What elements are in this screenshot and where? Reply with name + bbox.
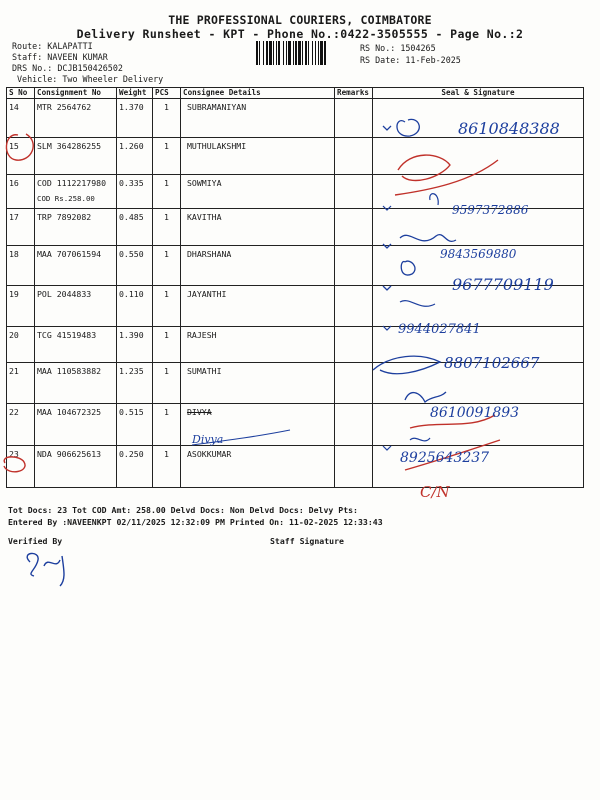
cell-remarks: [335, 175, 373, 209]
phone-row-21: 8610091893: [430, 405, 520, 421]
cod-amount: COD Rs.258.00: [37, 194, 95, 203]
cell-signature: [373, 404, 584, 446]
entered-by-line: Entered By :NAVEENKPT 02/11/2025 12:32:09 PM Printed On: 11-02-2025 12:33:43: [8, 517, 383, 527]
cell-consignee: RAJESH: [181, 327, 335, 363]
cell-sno: 20: [7, 327, 35, 363]
cell-consignee: DHARSHANA: [181, 246, 335, 286]
drs-number: DRS No.: DCJB150426502: [12, 63, 123, 73]
barcode-bar: [315, 41, 316, 65]
cell-weight: 1.390: [117, 327, 153, 363]
table-row: [7, 138, 584, 175]
col-remarks: Remarks: [335, 88, 373, 99]
barcode-bar: [305, 41, 307, 65]
cell-signature: [373, 363, 584, 404]
table-row: [7, 175, 584, 209]
cell-remarks: [335, 327, 373, 363]
cell-sno: 19: [7, 286, 35, 327]
cell-consignee: SUMATHI: [181, 363, 335, 404]
barcode-bar: [320, 41, 323, 65]
phone-row-19: 9944027841: [398, 322, 481, 337]
cell-weight: 0.515: [117, 404, 153, 446]
barcode-bar: [269, 41, 272, 65]
runsheet-subtitle: Delivery Runsheet - KPT - Phone No.:0422-3505555 - Page No.:2: [76, 27, 524, 41]
cell-consignment: SLM 364286255: [35, 138, 117, 175]
cell-pcs: 1: [153, 175, 181, 209]
cell-remarks: [335, 404, 373, 446]
cell-pcs: 1: [153, 327, 181, 363]
phone-row-14: 8610848388: [458, 119, 560, 138]
cell-consignment: TCG 41519483: [35, 327, 117, 363]
phone-row-23: 8925643237: [400, 450, 490, 466]
cell-signature: [373, 175, 584, 209]
barcode-bar: [256, 41, 258, 65]
cell-signature: [373, 138, 584, 175]
phone-row-20: 8807102667: [444, 354, 540, 372]
barcode-bar: [308, 41, 309, 65]
cell-consignment: MTR 2564762: [35, 99, 117, 138]
col-weight: Weight: [117, 88, 153, 99]
cell-sno: 21: [7, 363, 35, 404]
cell-sno: 17: [7, 209, 35, 246]
col-pcs: PCS: [153, 88, 181, 99]
cell-weight: 0.485: [117, 209, 153, 246]
barcode-bar: [286, 41, 287, 65]
cell-remarks: [335, 446, 373, 488]
totals-line: Tot Docs: 23 Tot COD Amt: 258.00 Delvd Docs: Non Delvd Docs: Delvy Pts:: [8, 505, 358, 515]
cin-note: C/N: [420, 483, 450, 501]
barcode-bar: [273, 41, 274, 65]
cell-weight: 0.110: [117, 286, 153, 327]
phone-row-16: 9597372886: [452, 203, 529, 217]
table-row: [7, 327, 584, 363]
barcode-bar: [278, 41, 280, 65]
cell-sno: 18: [7, 246, 35, 286]
barcode-bar: [324, 41, 326, 65]
rs-number: RS No.: 1504265: [360, 43, 436, 53]
company-title: THE PROFESSIONAL COURIERS, COIMBATORE: [168, 13, 432, 27]
cell-consignment: MAA 110583882: [35, 363, 117, 404]
verified-by-label: Verified By: [8, 536, 63, 546]
cell-signature: [373, 446, 584, 488]
phone-row-18: 9677709119: [452, 275, 554, 294]
cell-pcs: 1: [153, 404, 181, 446]
cell-remarks: [335, 286, 373, 327]
rs-date: RS Date: 11-Feb-2025: [360, 55, 461, 65]
table-row: [7, 246, 584, 286]
barcode-bar: [295, 41, 297, 65]
cell-consignee: KAVITHA: [181, 209, 335, 246]
cell-signature: [373, 99, 584, 138]
cell-pcs: 1: [153, 286, 181, 327]
cell-consignment: MAA 707061594: [35, 246, 117, 286]
cell-signature: [373, 209, 584, 246]
runsheet-table: [6, 87, 584, 488]
cell-consignment: TRP 7892082: [35, 209, 117, 246]
cell-remarks: [335, 209, 373, 246]
cell-pcs: 1: [153, 446, 181, 488]
cell-consignment: NDA 906625613: [35, 446, 117, 488]
cell-remarks: [335, 99, 373, 138]
cell-sno: 15: [7, 138, 35, 175]
cell-weight: 0.335: [117, 175, 153, 209]
table-row: [7, 446, 584, 488]
staff-signature-label: Staff Signature: [270, 536, 344, 546]
cell-consignee: JAYANTHI: [181, 286, 335, 327]
cell-consignee: MUTHULAKSHMI: [181, 138, 335, 175]
cell-signature: [373, 286, 584, 327]
cell-consignee: [181, 404, 335, 446]
barcode: [256, 41, 352, 65]
table-row: [7, 404, 584, 446]
barcode-bar: [276, 41, 277, 65]
table-header-row: [7, 88, 584, 99]
cell-consignment: MAA 104672325: [35, 404, 117, 446]
barcode-bar: [266, 41, 268, 65]
cell-sno: 22: [7, 404, 35, 446]
cell-pcs: 1: [153, 246, 181, 286]
verified-signature: [27, 553, 64, 586]
table-row: [7, 99, 584, 138]
barcode-bar: [312, 41, 313, 65]
cell-consignee: ASOKKUMAR: [181, 446, 335, 488]
consignment-number: COD 1112217980: [37, 178, 107, 188]
cell-weight: 0.550: [117, 246, 153, 286]
cell-signature: [373, 327, 584, 363]
cell-remarks: [335, 138, 373, 175]
cell-remarks: [335, 246, 373, 286]
staff-label: Staff: NAVEEN KUMAR: [12, 52, 108, 62]
cell-sno: 14: [7, 99, 35, 138]
cell-pcs: 1: [153, 99, 181, 138]
col-sno: S No: [7, 88, 35, 99]
vehicle-label: Vehicle: Two Wheeler Delivery: [17, 74, 164, 84]
cell-consignee: SOWMIYA: [181, 175, 335, 209]
barcode-bar: [288, 41, 291, 65]
col-consignment: Consignment No: [35, 88, 117, 99]
barcode-bar: [263, 41, 264, 65]
route-label: Route: KALAPATTI: [12, 41, 93, 51]
table-row: [7, 209, 584, 246]
cell-pcs: 1: [153, 209, 181, 246]
cell-weight: 0.250: [117, 446, 153, 488]
barcode-bar: [293, 41, 294, 65]
cell-weight: 1.370: [117, 99, 153, 138]
consignee-name: DIVYA: [187, 407, 212, 417]
cell-weight: 1.260: [117, 138, 153, 175]
table-row: [7, 363, 584, 404]
barcode-bar: [283, 41, 284, 65]
cell-pcs: 1: [153, 363, 181, 404]
cell-weight: 1.235: [117, 363, 153, 404]
cell-sno: 23: [7, 446, 35, 488]
table-row: [7, 286, 584, 327]
phone-row-17: 9843569880: [440, 247, 517, 261]
barcode-bar: [259, 41, 260, 65]
cell-signature: [373, 246, 584, 286]
barcode-bar: [298, 41, 301, 65]
col-consignee: Consignee Details: [181, 88, 335, 99]
barcode-bar: [318, 41, 319, 65]
barcode-bar: [302, 41, 303, 65]
col-signature: Seal & Signature: [373, 88, 584, 99]
cell-consignee: SUBRAMANIYAN: [181, 99, 335, 138]
cell-remarks: [335, 363, 373, 404]
handwritten-name-22: Divya: [192, 433, 224, 446]
cell-consignment: POL 2044833: [35, 286, 117, 327]
cell-consignment: [35, 175, 117, 209]
cell-pcs: 1: [153, 138, 181, 175]
cell-sno: 16: [7, 175, 35, 209]
